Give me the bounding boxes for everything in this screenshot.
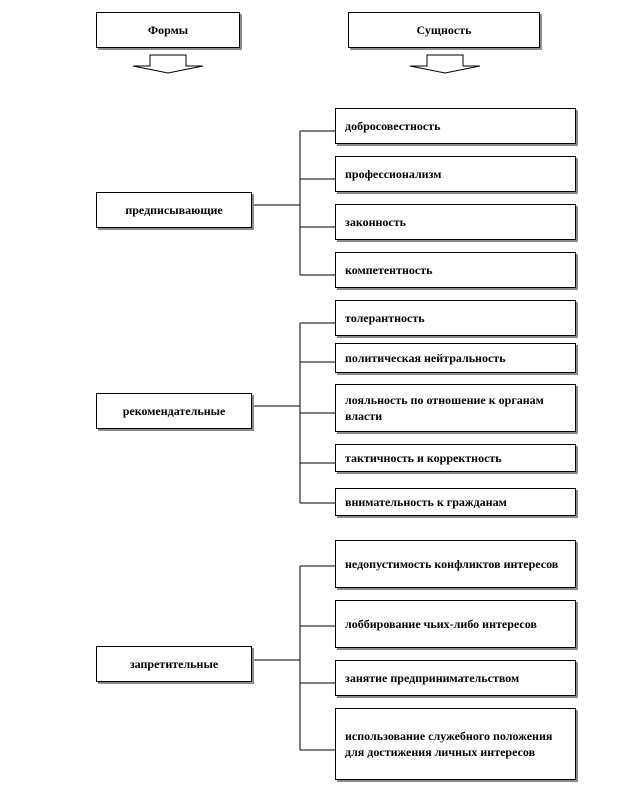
essence-item <box>335 156 576 192</box>
header-forms <box>96 12 240 48</box>
header-forms-label: Формы <box>147 23 189 37</box>
essence-item <box>335 300 576 336</box>
form-label: предписывающие <box>125 203 223 217</box>
header-essence-label: Сущность <box>416 23 472 37</box>
essence-item-label: добросовестность <box>345 119 441 133</box>
essence-item <box>335 384 576 432</box>
essence-item-label: профессионализм <box>345 167 442 181</box>
essence-item <box>335 488 576 516</box>
essence-item <box>335 600 576 648</box>
essence-item <box>335 444 576 472</box>
form-label: рекомендательные <box>122 404 226 418</box>
essence-item <box>335 540 576 588</box>
arrow-down-icon <box>410 55 480 73</box>
essence-item-label: толерантность <box>345 311 425 325</box>
essence-item <box>335 204 576 240</box>
essence-item-label: занятие предпринимательством <box>345 671 520 685</box>
essence-item <box>335 252 576 288</box>
form-label: запретительные <box>129 657 219 671</box>
essence-item-label: использование служебного положения для достижения личных интересов <box>345 729 553 759</box>
arrow-down-icon <box>133 55 203 73</box>
essence-item <box>335 343 576 373</box>
essence-item <box>335 708 576 780</box>
essence-item-label: тактичность и корректность <box>345 451 502 465</box>
essence-item-label: лояльность по отношение к органам власти <box>345 393 544 423</box>
essence-item-label: политическая нейтральность <box>345 351 506 365</box>
essence-item <box>335 660 576 696</box>
essence-item-label: внимательность к гражданам <box>345 495 507 509</box>
form-box-prescriptive <box>96 192 252 228</box>
essence-item-label: законность <box>345 215 406 229</box>
essence-item-label: компетентность <box>345 263 433 277</box>
essence-item-label: недопустимость конфликтов интересов <box>345 557 559 571</box>
header-essence <box>348 12 540 48</box>
form-box-recommendatory <box>96 393 252 429</box>
form-box-prohibitive <box>96 646 252 682</box>
essence-item <box>335 108 576 144</box>
essence-item-label: лоббирование чьих-либо интересов <box>345 617 537 631</box>
